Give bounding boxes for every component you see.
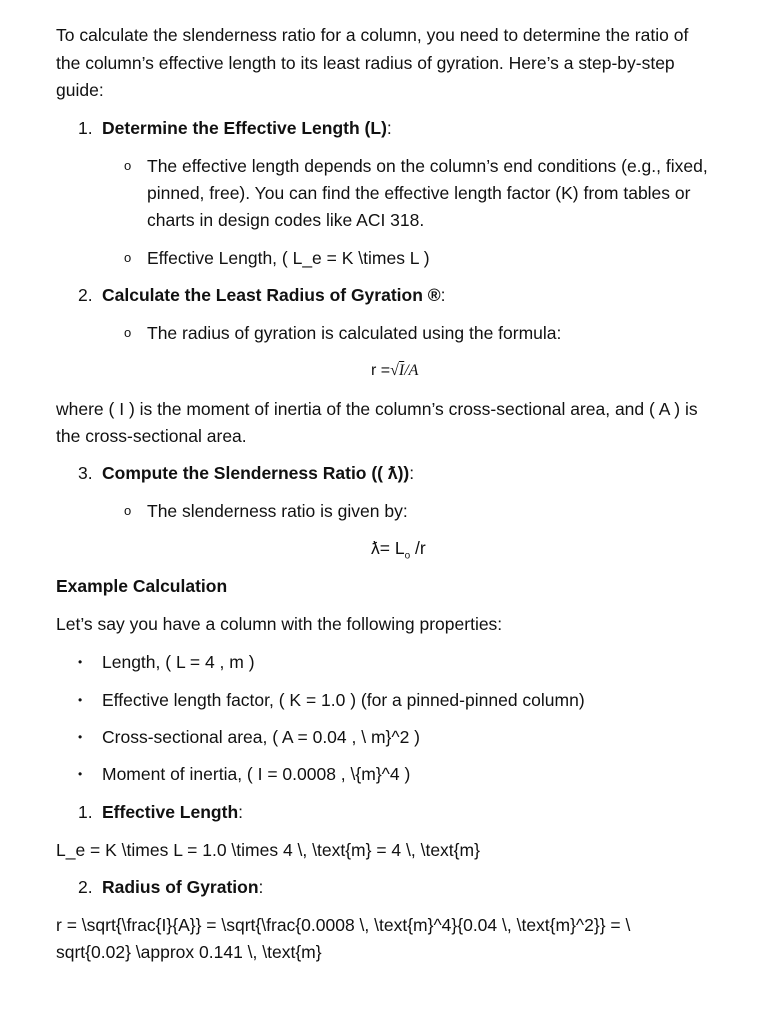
intro-line-3: guide: [56, 80, 104, 100]
step-3-heading [78, 462, 414, 484]
example-prop-area: Cross-sectional area, ( A = 0.04 , \ m}^2 ) [102, 727, 421, 747]
step-2-number: 2. [78, 285, 93, 305]
step-3-colon: : [409, 463, 415, 483]
dot-bullet-icon: • [78, 655, 83, 669]
step-1-heading [78, 117, 392, 139]
step-1-bullet-1-line-2: pinned, free). You can find the effective length factor (K) from tables or [147, 183, 691, 203]
dot-bullet-icon: • [78, 693, 83, 707]
circle-bullet-icon: o [124, 250, 132, 265]
example-step-1-heading [78, 801, 243, 823]
example-step-1-number: 1. [78, 802, 93, 822]
formula-rest: /r [410, 538, 426, 558]
dot-bullet-icon: • [78, 730, 83, 744]
circle-bullet-icon: o [124, 325, 132, 340]
example-step-2-formula-line-2: sqrt{0.02} \approx 0.141 \, \text{m} [56, 942, 322, 962]
step-3-bullet-1: The slenderness ratio is given by: [147, 501, 408, 521]
example-step-2-title: Radius of Gyration [102, 877, 259, 897]
step-1-bullet-1-line-3: charts in design codes like ACI 318. [147, 210, 425, 230]
step-1-bullet-1-line-1: The effective length depends on the column’s end conditions (e.g., fixed, [147, 156, 708, 176]
step-2-colon: : [440, 285, 446, 305]
formula-moment-of-inertia: I [398, 362, 405, 379]
slenderness-ratio-formula [371, 537, 426, 568]
formula-lambda: ƛ= L [371, 538, 405, 558]
step-2-after-line-2: the cross-sectional area. [56, 426, 247, 446]
radius-of-gyration-formula [371, 360, 418, 382]
circle-bullet-icon: o [124, 503, 132, 518]
step-1-number: 1. [78, 118, 93, 138]
step-2-after-line-1: where ( I ) is the moment of inertia of the column’s cross-sectional area, and ( A ) is [56, 399, 698, 419]
sqrt-symbol: √ [390, 362, 399, 379]
step-2-heading [78, 284, 446, 306]
formula-prefix: r = [371, 362, 391, 379]
formula-subscript: o [404, 550, 411, 562]
formula-area: /A [404, 362, 419, 379]
example-prop-k-factor: Effective length factor, ( K = 1.0 ) (for a pinned-pinned column) [102, 690, 585, 710]
example-intro: Let’s say you have a column with the following properties: [56, 614, 503, 634]
example-step-2-number: 2. [78, 877, 93, 897]
example-prop-length: Length, ( L = 4 , m ) [102, 652, 255, 672]
example-heading: Example Calculation [56, 576, 228, 596]
step-1-title: Determine the Effective Length (L) [102, 118, 387, 138]
intro-line-2: the column’s effective length to its least radius of gyration. Here’s a step-by-step [56, 53, 675, 73]
step-2-bullet-1: The radius of gyration is calculated using the formula: [147, 323, 562, 343]
step-1-colon: : [386, 118, 392, 138]
step-1-bullet-2: Effective Length, ( L_e = K \times L ) [147, 248, 430, 268]
example-step-2-heading [78, 876, 263, 898]
example-step-2-formula-line-1: r = \sqrt{\frac{I}{A}} = \sqrt{\frac{0.0008 \, \text{m}^4}{0.04 \, \text{m}^2}} = \ [56, 915, 631, 935]
example-prop-inertia: Moment of inertia, ( I = 0.0008 , \{m}^4 ) [102, 764, 411, 784]
step-3-number: 3. [78, 463, 93, 483]
intro-line-1: To calculate the slenderness ratio for a column, you need to determine the ratio of [56, 25, 689, 45]
dot-bullet-icon: • [78, 767, 83, 781]
step-2-title: Calculate the Least Radius of Gyration ® [102, 285, 441, 305]
step-3-title: Compute the Slenderness Ratio (( ƛ)) [102, 463, 410, 483]
example-step-1-title: Effective Length [102, 802, 239, 822]
example-step-2-colon: : [258, 877, 264, 897]
circle-bullet-icon: o [124, 158, 132, 173]
example-step-1-formula: L_e = K \times L = 1.0 \times 4 \, \text{m} = 4 \, \text{m} [56, 840, 480, 860]
example-step-1-colon: : [238, 802, 244, 822]
